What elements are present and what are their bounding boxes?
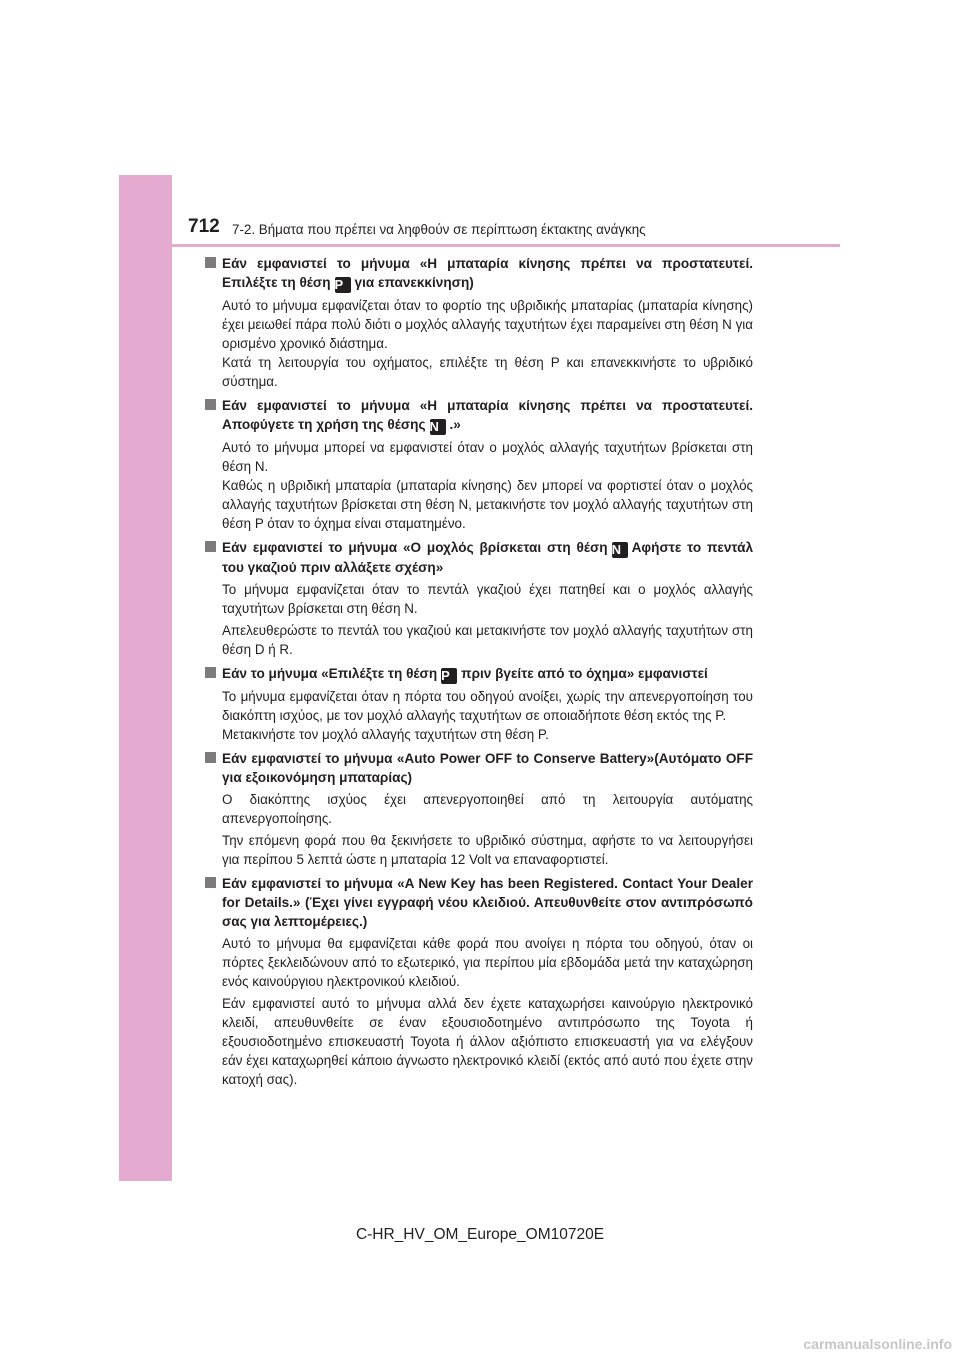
heading-text: πριν βγείτε από το όχημα» εμφανιστεί [461,666,708,681]
gear-p-icon: P [335,277,351,293]
message-section [205,254,753,391]
message-section [205,538,753,659]
section-heading [205,664,753,684]
square-bullet-icon [205,399,216,410]
page-number: 712 [188,216,220,237]
square-bullet-icon [205,667,216,678]
message-section [205,749,753,869]
section-heading [205,396,753,435]
message-section [205,664,753,744]
paragraph-line: Απελευθερώστε το πεντάλ του γκαζιού και μετακινήστε τον μοχλό αλλαγής ταχυτήτων στη θέση D ή R. [222,623,753,657]
message-section [205,396,753,533]
paragraph [222,790,753,828]
paragraph-line: Αυτό το μήνυμα μπορεί να εμφανιστεί όταν ο μοχλός αλλαγής ταχυτήτων βρίσκεται στη θέση N. [222,440,753,474]
paragraph [222,438,753,533]
paragraph [222,934,753,991]
gear-n-icon: N [612,542,628,558]
page-content [205,254,753,1094]
section-heading [205,538,753,577]
paragraph-line: Εάν εμφανιστεί αυτό το μήνυμα αλλά δεν έχετε καταχωρήσει καινούργιο ηλεκτρονικό κλειδί, απευθυνθείτε σε έναν εξουσιοδοτημένο αντιπρόσωπο της Toyota ή εξουσιοδοτημένο επισκευαστή Toyota ή άλλον αξιόπιστο επισκευαστή για να ελέγξουν εάν έχει καταχωρηθεί κάποιο άγνωστο ηλεκτρονικό κλειδί (εκτός από αυτό που έχετε στην κατοχή σας). [222,996,753,1087]
heading-text: Εάν εμφανιστεί το μήνυμα «Η μπαταρία κίνησης πρέπει να προστατευτεί. Επιλέξτε τη θέση [222,256,753,290]
paragraph [222,621,753,659]
chapter-tab-sidebar [119,175,172,1181]
paragraph-line: Ο διακόπτης ισχύος έχει απενεργοποιηθεί από τη λειτουργία αυτόματης απενεργοποίησης. [222,792,753,826]
paragraph-line: Μετακινήστε τον μοχλό αλλαγής ταχυτήτων στη θέση P. [222,727,549,742]
paragraph [222,296,753,391]
paragraph [222,994,753,1089]
heading-text: Εάν εμφανιστεί το μήνυμα «Auto Power OFF to Conserve Battery»(Αυτόματο OFF για εξοικονόμηση μπαταρίας) [222,751,753,785]
square-bullet-icon [205,541,216,552]
paragraph-line: Κατά τη λειτουργία του οχήματος, επιλέξτε τη θέση P και επανεκκινήστε το υβριδικό σύστημα. [222,355,753,389]
heading-text: .» [449,417,461,432]
paragraph-line: Το μήνυμα εμφανίζεται όταν το πεντάλ γκαζιού έχει πατηθεί και ο μοχλός αλλαγής ταχυτήτων βρίσκεται στη θέση N. [222,582,753,616]
heading-text: Εάν εμφανιστεί το μήνυμα «Ο μοχλός βρίσκεται στη θέση [222,540,608,555]
paragraph-line: Αυτό το μήνυμα θα εμφανίζεται κάθε φορά που ανοίγει η πόρτα του οδηγού, όταν οι πόρτες ξεκλειδώνουν από το εξωτερικό, για περίπου μία εβδομάδα μετά την καταχώρηση ενός καινούργιου ηλεκτρονικού κλειδιού. [222,936,753,989]
heading-text: Εάν εμφανιστεί το μήνυμα «Η μπαταρία κίνησης πρέπει να προστατευτεί. Αποφύγετε τη χρήση της θέσης [222,398,753,432]
heading-text: για επανεκκίνηση) [354,275,474,290]
watermark: carmanualsonline.info [803,1336,952,1352]
section-heading [205,874,753,931]
paragraph-line: Την επόμενη φορά που θα ξεκινήσετε το υβριδικό σύστημα, αφήστε το να λειτουργήσει για περίπου 5 λεπτά ώστε η μπαταρία 12 Volt να επαναφορτιστεί. [222,833,753,867]
heading-text: Εάν εμφανιστεί το μήνυμα «A New Key has been Registered. Contact Your Dealer for Details.» (Έχει γίνει εγγραφή νέου κλειδιού. Απευθυνθείτε στον αντιπρόσωπό σας για λεπτομέρειες.) [222,876,753,929]
paragraph [222,687,753,744]
message-section [205,874,753,1089]
paragraph [222,831,753,869]
section-heading [205,254,753,293]
gear-n-icon: N [430,419,446,435]
square-bullet-icon [205,752,216,763]
section-heading [205,749,753,787]
square-bullet-icon [205,877,216,888]
square-bullet-icon [205,257,216,268]
chapter-title: 7-2. Βήματα που πρέπει να ληφθούν σε περίπτωση έκτακτης ανάγκης [232,222,646,237]
paragraph-line: Το μήνυμα εμφανίζεται όταν η πόρτα του οδηγού ανοίξει, χωρίς την απενεργοποίηση του διακόπτη ισχύος, με τον μοχλό αλλαγής ταχυτήτων σε οποιαδήποτε θέση εκτός της P. [222,689,753,723]
document-code: C-HR_HV_OM_Europe_OM10720E [355,1226,605,1243]
paragraph-line: Αυτό το μήνυμα εμφανίζεται όταν το φορτίο της υβριδικής μπαταρίας (μπαταρία κίνησης) έχει μειωθεί πάρα πολύ διότι ο μοχλός αλλαγής ταχυτήτων έχει παραμείνει στη θέση N για ορισμένο χρονικό διάστημα. [222,298,753,351]
header-divider [172,244,840,247]
gear-p-icon: P [441,668,457,684]
paragraph-line: Καθώς η υβριδική μπαταρία (μπαταρία κίνησης) δεν μπορεί να φορτιστεί όταν ο μοχλός αλλαγής ταχυτήτων βρίσκεται στη θέση N, μετακινήστε τον μοχλό αλλαγής ταχυτήτων στη θέση P όταν το όχημα είναι σταματημένο. [222,478,753,531]
heading-text: Εάν το μήνυμα «Επιλέξτε τη θέση [222,666,438,681]
paragraph [222,580,753,618]
heading-text: Αφήστε το πεντάλ του γκαζιού πριν αλλάξετε σχέση» [222,540,753,575]
